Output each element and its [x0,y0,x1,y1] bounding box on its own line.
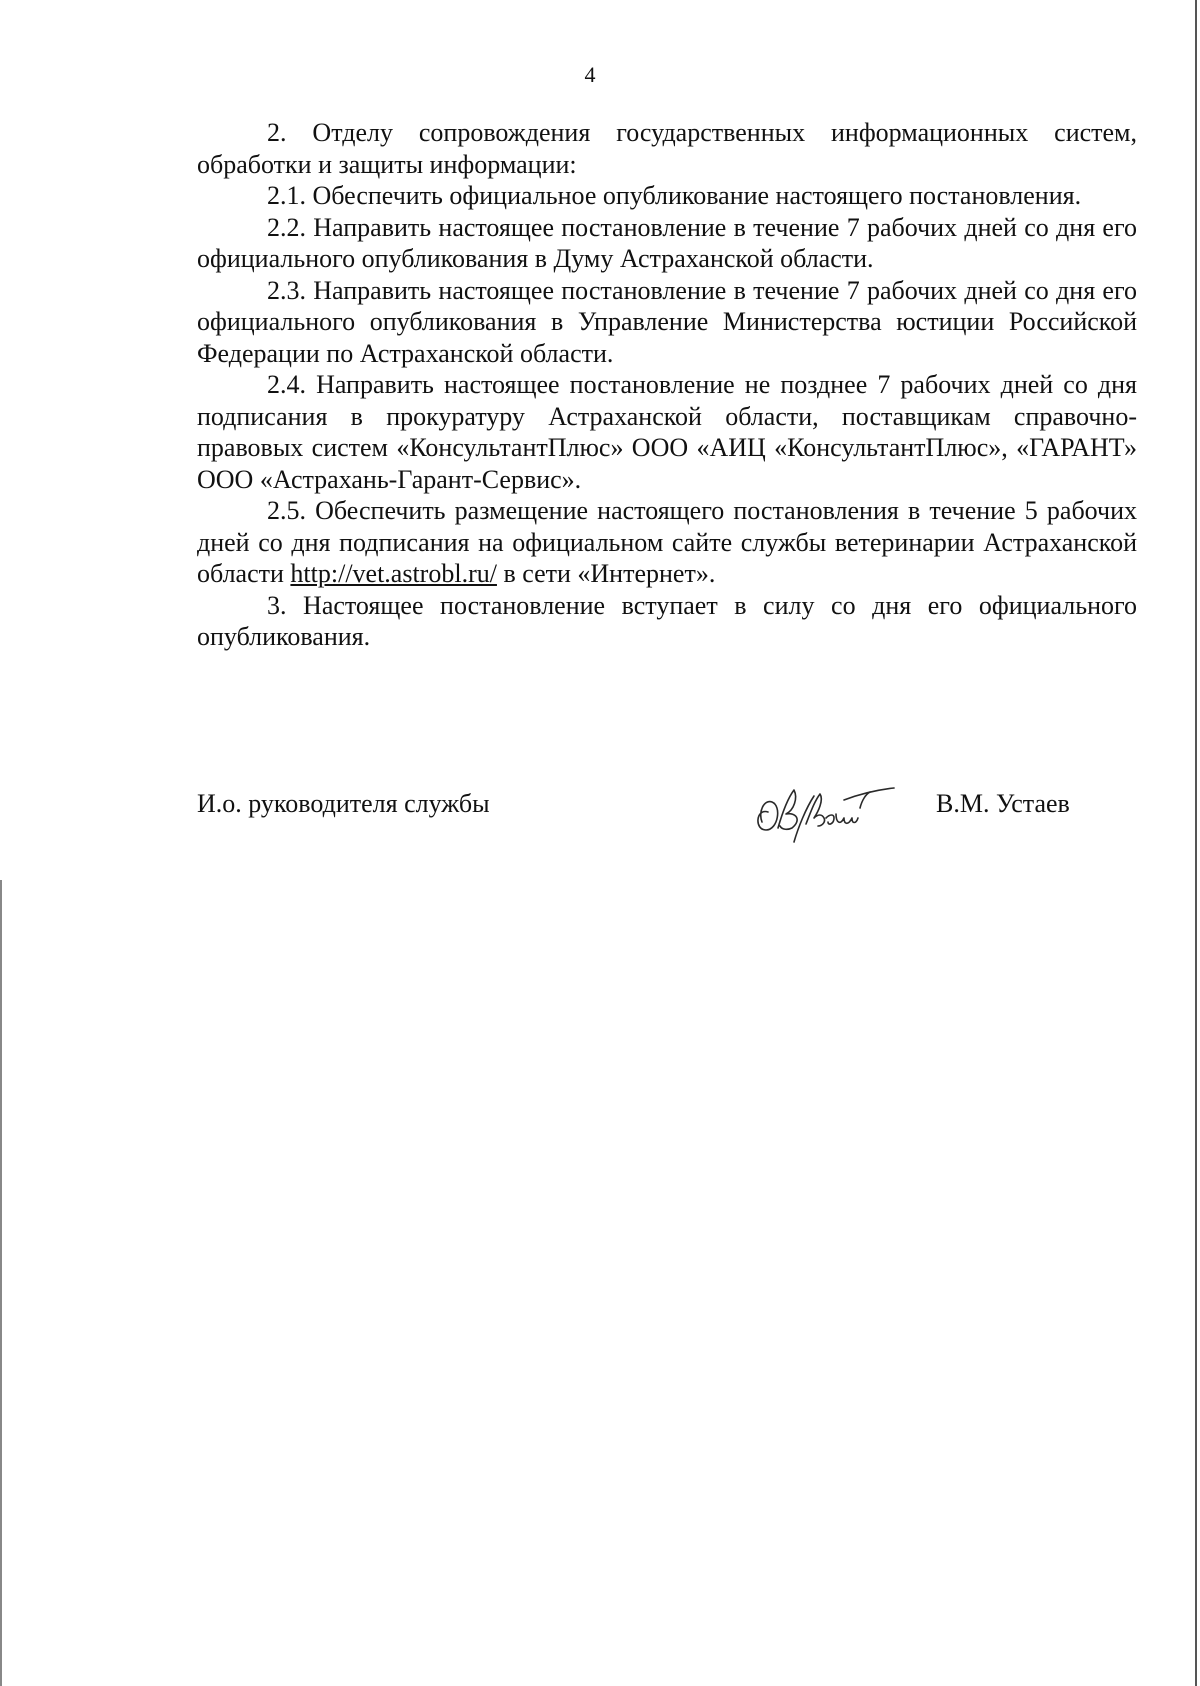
paragraph-2-2: 2.2. Направить настоящее постановление в течение 7 рабочих дней со дня его официального опубликования в Думу Астраханской области. [197,212,1137,273]
website-link[interactable]: http://vet.astrobl.ru/ [290,559,497,588]
signatory-position: И.о. руководителя службы [197,789,490,818]
paragraph-2-5-text-end: в сети «Интернет». [496,559,716,588]
paragraph-2-5 [197,495,1137,590]
paragraph-2-3: 2.3. Направить настоящее постановление в течение 7 рабочих дней со дня его официального опубликования в Управление Министерства юстиции Российской Федерации по Астраханской области. [197,275,1137,368]
paragraph-3: 3. Настоящее постановление вступает в силу со дня его официального опубликования. [197,590,1137,651]
paragraph-2-4: 2.4. Направить настоящее постановление не позднее 7 рабочих дней со дня подписания в прокуратуру Астраханской области, поставщикам справочно-правовых систем «КонсультантПлюс» ООО «АИЦ «КонсультантПлюс», «ГАРАНТ» ООО «Астрахань-Гарант-Сервис». [197,370,1137,494]
paragraph-2-1: 2.1. Обеспечить официальное опубликование настоящего постановления. [267,181,1082,210]
scan-edge-left [0,880,2,1686]
signatory-name: В.М. Устаев [936,789,1070,818]
scan-edge-right [1195,0,1197,1686]
handwritten-signature [748,768,908,848]
page-number: 4 [584,62,596,87]
paragraph-2: 2. Отделу сопровождения государственных информационных систем, обработки и защиты информации: [197,118,1137,179]
paragraph-2-5-text-start: 2.5. Обеспечить размещение настоящего постановления в течение 5 рабочих дней со дня подписания на официальном сайте службы ветеринарии Астраханской области [197,496,1137,588]
document-body [197,117,1137,653]
